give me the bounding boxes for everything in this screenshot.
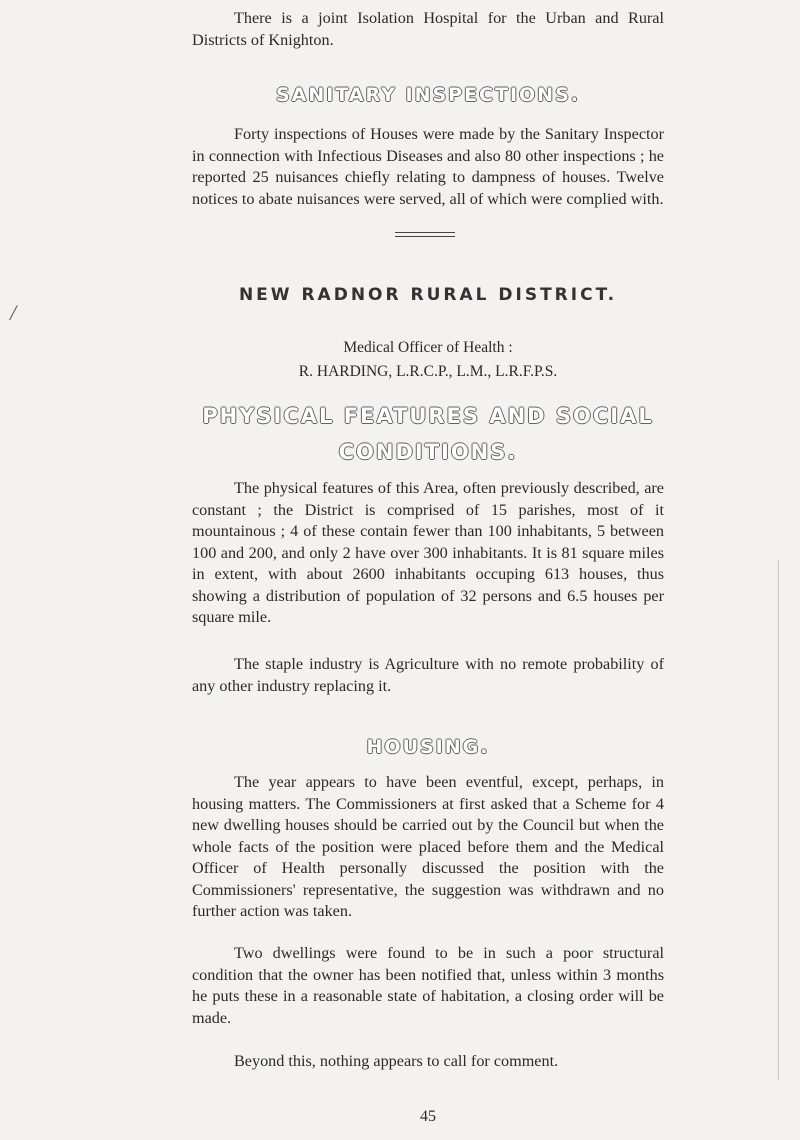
physical-paragraph-2 bbox=[192, 654, 664, 697]
section-divider-1 bbox=[395, 232, 455, 233]
sanitary-text: Forty inspections of Houses were made by the Sanitary Inspector in connection with Infectious Diseases and also 80 other inspections ; he reported 25 nuisances chiefly relating to dampness of houses. Twelve notices to abate nuisances were served, all of which were complied with. bbox=[192, 125, 664, 208]
housing-paragraph-3 bbox=[192, 1051, 664, 1073]
physical-paragraph-1 bbox=[192, 478, 664, 629]
officer-name: R. HARDING, L.R.C.P., L.M., L.R.F.P.S. bbox=[298, 363, 558, 380]
physical-text-2: The staple industry is Agriculture with no remote probability of any other industry replacing it. bbox=[192, 655, 664, 695]
page-edge-line bbox=[778, 560, 779, 1080]
page-number: 45 bbox=[420, 1108, 436, 1125]
housing-paragraph-2 bbox=[192, 943, 664, 1029]
housing-text-2: Two dwellings were found to be in such a poor structural condition that the owner has been notified that, unless within 3 months he puts these in a reasonable state of habitation, a closing order will be made. bbox=[192, 944, 664, 1027]
officer-title: Medical Officer of Health : bbox=[343, 339, 513, 356]
physical-text-1: The physical features of this Area, often previously described, are constant ; the District is comprised of 15 parishes, most of it mountainous ; 4 of these contain fewer than 100 inhabitants, 5 between 100 and 200, and only 2 have over 300 inhabitants. It is 81 square miles in extent, with about 2600 inhabitants occuping 613 houses, thus showing a distribution of population of 32 persons and 6.5 houses per square mile. bbox=[192, 479, 664, 626]
section-divider-2 bbox=[395, 236, 455, 237]
intro-text: There is a joint Isolation Hospital for the Urban and Rural Districts of Knighton. bbox=[192, 9, 664, 49]
district-heading: NEW RADNOR RURAL DISTRICT. bbox=[238, 285, 618, 305]
intro-paragraph bbox=[192, 8, 664, 51]
housing-text-1: The year appears to have been eventful, except, perhaps, in housing matters. The Commissioners at first asked that a Scheme for 4 new dwelling houses should be carried out by the Council but when the whole facts of the position were placed before them and the Medical Officer of Health personally discussed the position with the Commissioners' representative, the suggestion was withdrawn and no further action was taken. bbox=[192, 773, 664, 920]
housing-text-3: Beyond this, nothing appears to call for comment. bbox=[234, 1052, 559, 1070]
sanitary-inspections-heading: SANITARY INSPECTIONS. bbox=[275, 84, 580, 106]
physical-features-heading-line1: PHYSICAL FEATURES AND SOCIAL bbox=[202, 404, 654, 428]
margin-mark: / bbox=[10, 300, 17, 325]
physical-features-heading-line2: CONDITIONS. bbox=[338, 440, 518, 464]
housing-paragraph-1 bbox=[192, 772, 664, 923]
housing-heading: HOUSING. bbox=[366, 736, 490, 758]
sanitary-paragraph bbox=[192, 124, 664, 210]
